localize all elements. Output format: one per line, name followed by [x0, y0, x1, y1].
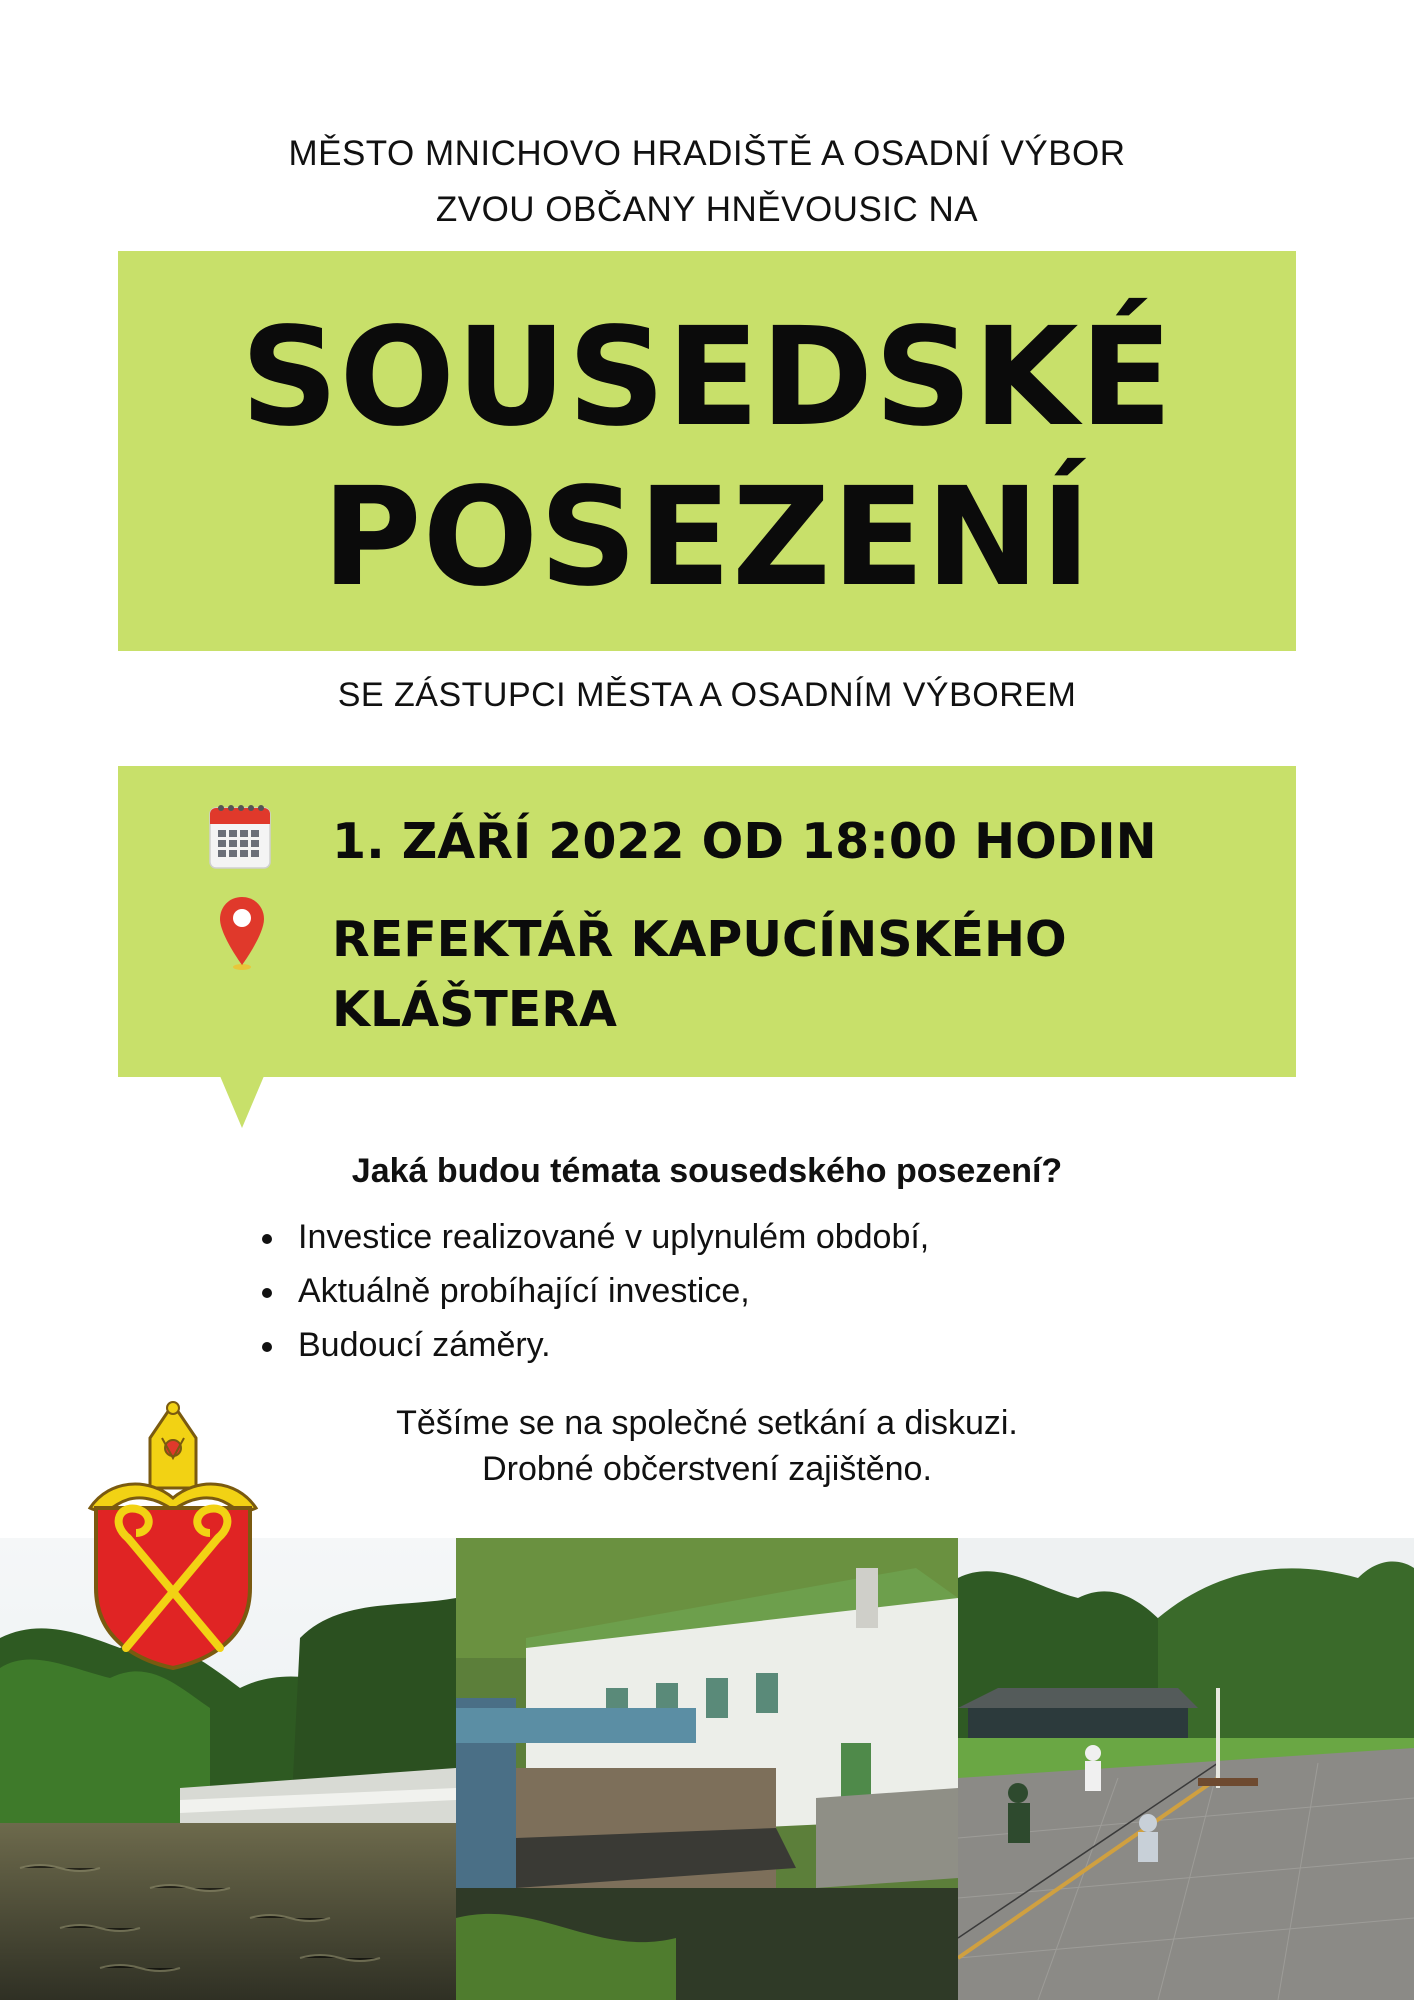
mill-building-photo	[456, 1538, 958, 2000]
topics-list	[262, 1210, 929, 1372]
speech-bubble-tail	[220, 1076, 264, 1128]
list-item: Investice realizované v uplynulém období,	[262, 1210, 929, 1264]
intro-line-1: MĚSTO MNICHOVO HRADIŠTĚ A OSADNÍ VÝBOR	[288, 134, 1126, 173]
sports-court-photo	[958, 1538, 1414, 2000]
event-date: 1. ZÁŘÍ 2022 OD 18:00 HODIN	[332, 813, 1157, 870]
event-venue-line-1: REFEKTÁŘ KAPUCÍNSKÉHO	[332, 911, 1067, 968]
subtitle: SE ZÁSTUPCI MĚSTA A OSADNÍM VÝBOREM	[337, 676, 1077, 714]
event-venue-line-2: KLÁŠTERA	[332, 981, 617, 1038]
topics-heading: Jaká budou témata sousedského posezení?	[351, 1152, 1063, 1190]
title-line-2: POSEZENÍ	[321, 459, 1093, 617]
title-line-1: SOUSEDSKÉ	[240, 299, 1174, 457]
list-item: Budoucí záměry.	[262, 1318, 929, 1372]
closing-line-1: Těšíme se na společné setkání a diskuzi.	[396, 1404, 1018, 1442]
coat-of-arms-logo	[70, 1398, 276, 1670]
calendar-icon	[208, 802, 272, 870]
intro-line-2: ZVOU OBČANY HNĚVOUSIC NA	[435, 190, 979, 229]
list-item: Aktuálně probíhající investice,	[262, 1264, 929, 1318]
intro-text	[0, 126, 1414, 238]
closing-line-2: Drobné občerstvení zajištěno.	[482, 1450, 932, 1488]
location-pin-icon	[218, 895, 266, 971]
